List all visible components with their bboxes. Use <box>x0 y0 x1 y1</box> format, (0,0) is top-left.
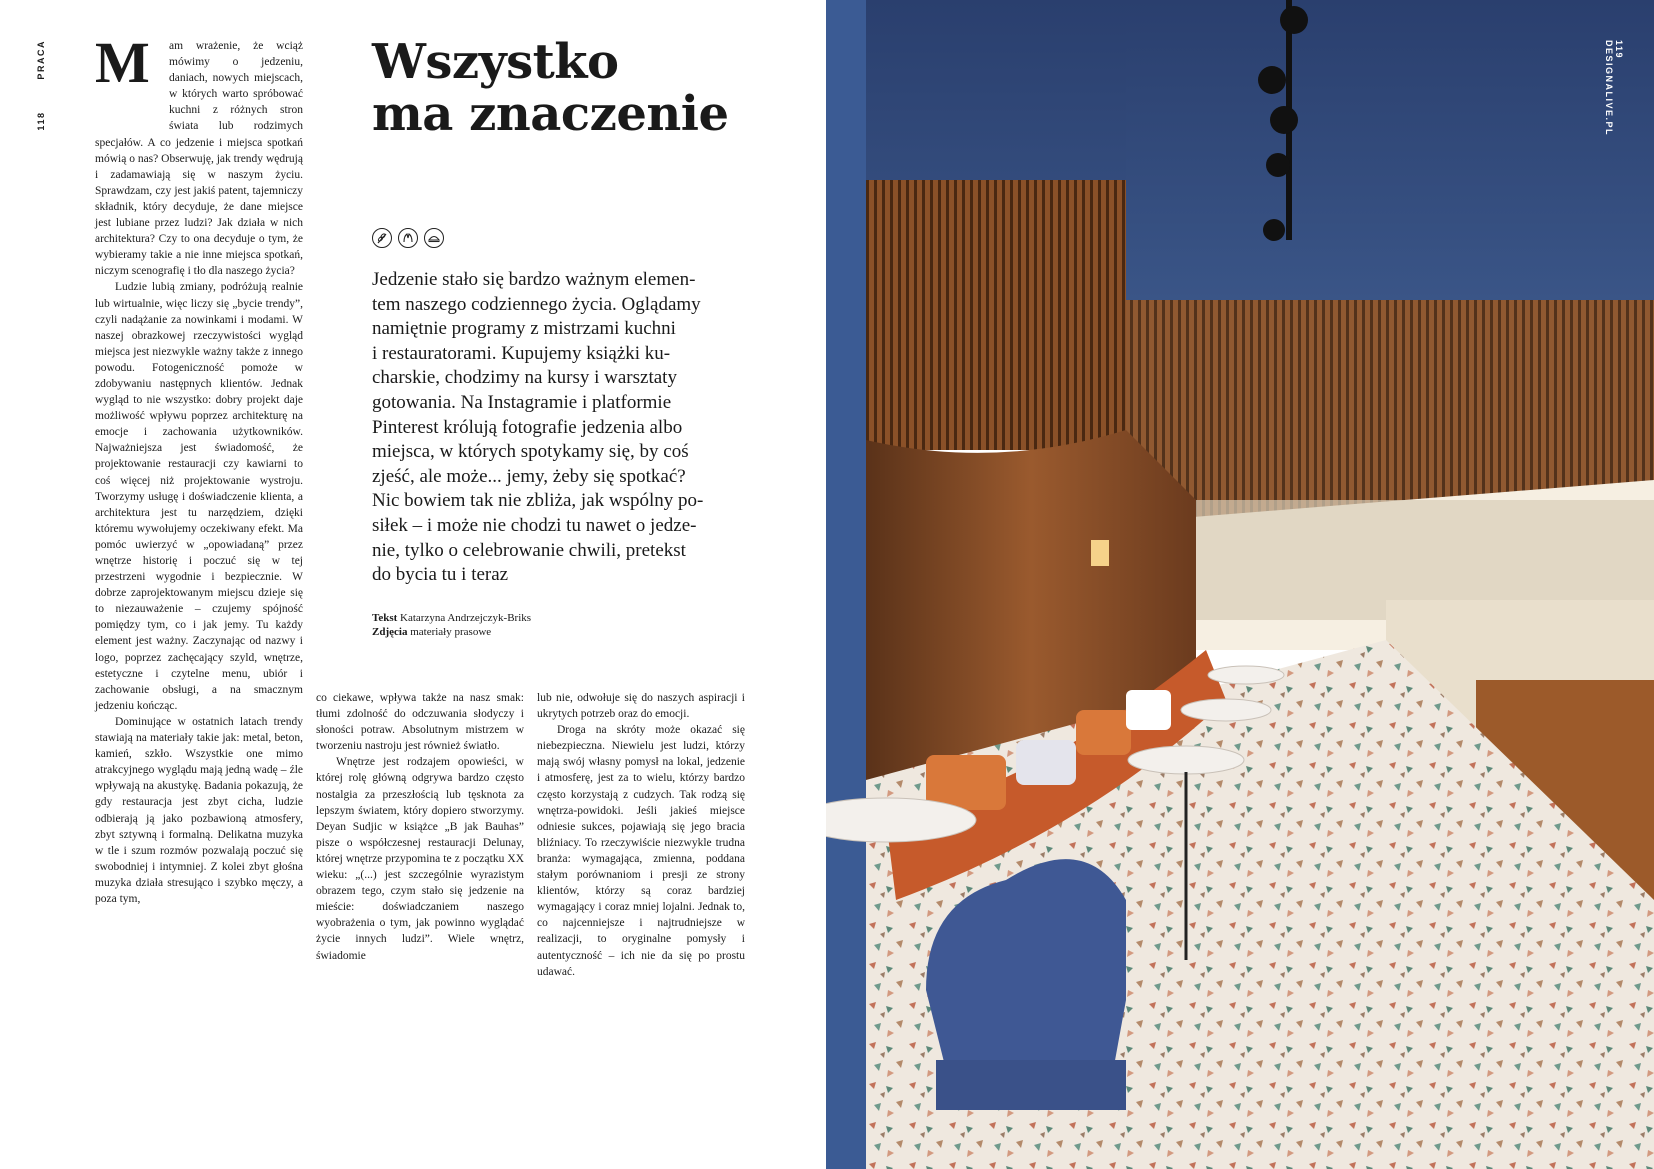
photo-illustration <box>826 0 1654 1169</box>
left-page <box>0 0 826 1169</box>
page-number: 118 <box>36 111 46 131</box>
paragraph: Wnętrze jest rodzajem opowieści, w której rolę główną odgrywa bardzo często nostalgia za przeszłością lub tęsknota za lepszym światem, który dopiero stworzymy. Deyan Sudjic w książce „B jak Bauhas” pisze o współczesnej restauracji Delunay, której wnętrze przypomina te z początku XX wieku: „(...) jest szczególnie wyrazistym obrazem tego, czym stało się jedzenie na mieście: doświadczaniem naszego wyobrażenia o tym, jak powinno wyglądać życie innych ludzi”. Wiele wnętrz, świadomie <box>316 756 524 962</box>
hands-icon <box>398 228 418 248</box>
wheat-icon <box>372 228 392 248</box>
article-column-3 <box>537 690 745 980</box>
article-lead: Jedzenie stało się bardzo ważnym elemen- tem naszego codziennego życia. Oglądamy namiętnie programy z mistrzami kuchni i restauratorami. Kupujemy książki ku- charskie, chodzimy na kursy i warsztaty gotowania. Na Instagramie i platformie Pinterest królują fotografie jedzenia albo miejsca, w których spotykamy się, by coś zjeść, ale może... jemy, żeby się spotkać? Nic bowiem tak nie zbliża, jak wspólny po- siłek – i może nie chodzi tu nawet o jedze- nie, tylko o celebrowanie chwili, pretekst do bycia tu i teraz <box>372 269 704 586</box>
running-header-right <box>1604 40 1624 136</box>
article-credits: Tekst Katarzyna Andrzejczyk-Briks Zdjęcia materiały prasowe <box>372 612 532 638</box>
site-name: DESIGNALIVE.PL <box>1604 40 1614 137</box>
cafe-interior-photo <box>826 0 1654 1169</box>
section-name: PRACA <box>36 40 46 80</box>
page-number: 119 <box>1614 40 1624 60</box>
article-column-1 <box>95 30 303 938</box>
paragraph: Ludzie lubią zmiany, podróżują realnie lub wirtualnie, więc liczy się „bycie trendy”, czyli nadążanie za nowinkami i modami. W naszej obrazkowej rzeczywistości wygląd miejsca jest niezwykle ważny także z innego powodu. Fotogeniczność pomoże w zdobywaniu następnych klientów. Jednak wygląd to nie wszystko: dobry projekt daje możliwość wpływu poprzez architekturę na emocje i zachowania użytkowników. Najważniejsza jest świadomość, że projektowanie restauracji czy kawiarni to coś więcej niż projektowanie wystroju. Tworzymy usługę i doświadczenie klienta, a architektura jest tu narzędziem, dzięki któremu wywołujemy oczekiwany efekt. Ma pomóc uwierzyć w „opowiadaną” przez wnętrze historię i poczuć się w tej przestrzeni wygodnie i bezpiecznie. W dobrze zaprojektowanym miejscu dzieje się to niezauważenie – czujemy spójność pomiędzy tym, co i jak jemy. Tu każdy element jest ważny. Zaczynając od nazwy i logo, poprzez zachęcający szyld, wnętrze, estetyczne i czytelne menu, ubiór i zachowanie obsługi, a na smacznym jedzeniu kończąc. <box>95 281 303 712</box>
plate-icon <box>424 228 444 248</box>
category-icons <box>372 228 444 248</box>
paragraph: Dominujące w ostatnich latach trendy stawiają na materiały takie jak: metal, beton, kamień, szkło. Wszystkie one mimo atrakcyjnego wyglądu mają jedną wadę – źle wpływają na akustykę. Badania pokazują, że gdy restauracja jest zbyt cicha, ludzie odbierają ją jako pozbawioną atmosfery, zbyt sztywną i formalną. Delikatna muzyka w tle i szum rozmów pozwalają poczuć się swobodniej i intymniej. Z kolei zbyt głośna muzyka działa stresująco i szybko męczy, a poza tym, <box>95 715 303 905</box>
paragraph: am wrażenie, że wciąż mówimy o jedzeniu, daniach, nowych miejscach, w których warto spróbować kuchni z różnych stron świata lub rodzimych specjałów. A co jedzenie i miejsca spotkań mówią o nas? Obserwuję, jak trendy wędrują i zadamawiają się w naszym życiu. Sprawdzam, czy jest jakiś patent, tajemniczy składnik, który decyduje, że dane miejsce jest lubiane przez ludzi? Jak działa w nich architektura? Czy to ona decyduje o tym, że wybieramy takie a nie inne miejsca spotkań, niczym scenografię i tło dla naszego życia? <box>95 40 303 278</box>
drop-cap: M <box>95 30 150 95</box>
article-column-2 <box>316 690 524 964</box>
paragraph: co ciekawe, wpływa także na nasz smak: tłumi zdolność do odczuwania słodyczy i słoności potraw. Absolutnym mistrzem w tworzeniu nastroju jest również światło. <box>316 692 524 753</box>
paragraph: Droga na skróty może okazać się niebezpieczna. Niewielu jest ludzi, którzy mają swój własny pomysł na lokal, jedzenie i atmosferę, jest za to wielu, którzy bardzo często korzystają z cudzych. Tak rodzą się wnętrza-powidoki. Jeśli jakieś miejsce odniesie sukces, pojawiają się jego bracia bliźniacy. To rzeczywiście niezwykle trudna branża: wymagająca, zmienna, poddana stałym porównaniom i presji ze strony klientów, którzy są coraz bardziej wymagający i coraz mniej lojalni. Jednak to, co najcenniejsze i najtrudniejsze w realizacji, to oryginalne pomysły i autentyczność – ich nie da się po prostu udawać. <box>537 724 745 978</box>
article-title: Wszystko ma znaczenie <box>372 34 729 142</box>
paragraph: lub nie, odwołuje się do naszych aspiracji i ukrytych potrzeb oraz do emocji. <box>537 692 745 721</box>
running-header-left <box>36 40 46 131</box>
